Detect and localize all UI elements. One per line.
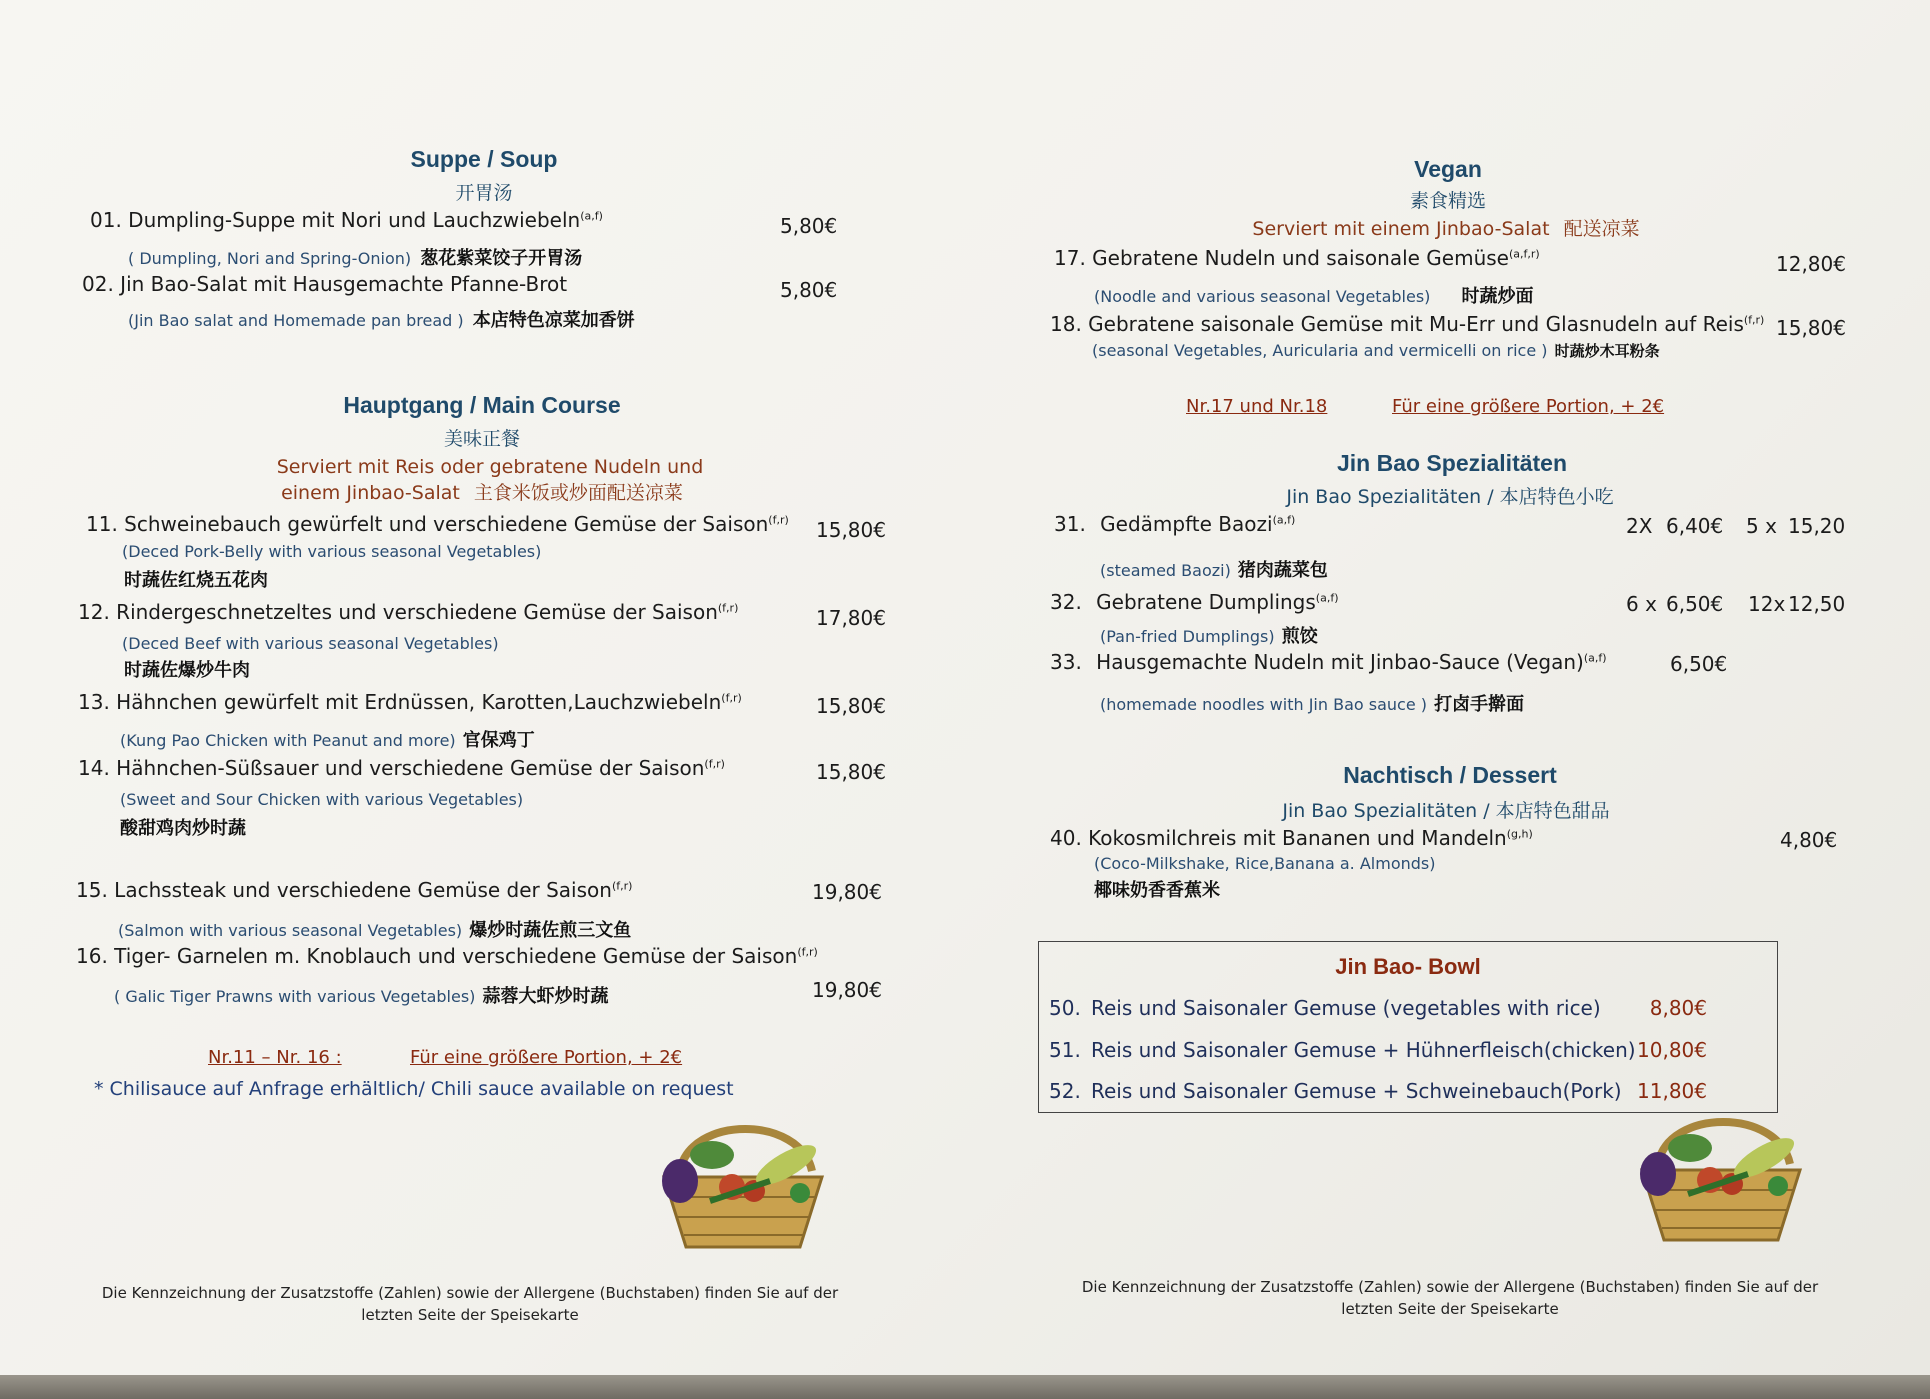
- item-price: 15,80€: [816, 518, 886, 542]
- item-english: (Jin Bao salat and Homemade pan bread ): [128, 311, 464, 330]
- item-allergens: (f,r): [721, 691, 742, 705]
- item-price: 15,80€: [816, 694, 886, 718]
- main-serve-note-line2: [281, 480, 683, 506]
- item-price-1: 6,50€: [1666, 592, 1724, 616]
- menu-item-40: [1050, 826, 1533, 850]
- item-english: (Noodle and various seasonal Vegetables): [1094, 287, 1431, 306]
- item-price: 19,80€: [812, 880, 882, 904]
- item-price: 19,80€: [812, 978, 882, 1002]
- menu-item-17-en: [1094, 282, 1533, 308]
- item-chinese: 打卤手擀面: [1434, 694, 1525, 715]
- item-name: Gebratene saisonale Gemüse mit Mu-Err und Glasnudeln auf Reis: [1088, 312, 1744, 336]
- serve-note-text: einem Jinbao-Salat: [281, 482, 460, 504]
- item-english: ( Galic Tiger Prawns with various Vegetables): [114, 987, 476, 1006]
- portion-note-text: Für eine größere Portion, + 2€: [410, 1047, 683, 1068]
- item-english: (Salmon with various seasonal Vegetables): [118, 921, 463, 940]
- item-english: (Sweet and Sour Chicken with various Vegetables): [120, 790, 524, 809]
- item-name: Hähnchen gewürfelt mit Erdnüssen, Karotten,Lauchzwiebeln: [116, 690, 722, 714]
- item-name: Gedämpfte Baozi: [1100, 512, 1273, 536]
- item-chinese: 时蔬炒木耳粉条: [1554, 342, 1660, 360]
- specialities-subtitle: Jin Bao Spezialitäten / 本店特色小吃: [1286, 486, 1614, 508]
- item-name: Jin Bao-Salat mit Hausgemachte Pfanne-Brot: [120, 272, 568, 296]
- menu-item-01-en: [128, 244, 582, 270]
- item-allergens: (f,r): [768, 513, 789, 527]
- item-number: 13.: [78, 690, 110, 714]
- item-number: 11.: [86, 512, 118, 536]
- item-name: Reis und Saisonaler Gemuse + Schweinebauch(Pork): [1091, 1079, 1622, 1103]
- item-price: 8,80€: [1649, 996, 1707, 1020]
- item-english: (Pan-fried Dumplings): [1100, 627, 1275, 646]
- serve-note-text: Serviert mit einem Jinbao-Salat: [1252, 218, 1550, 240]
- item-qty-2: 5 x: [1746, 514, 1777, 538]
- vegan-portion-text: Für eine größere Portion, + 2€: [1392, 396, 1665, 417]
- item-name: Lachssteak und verschiedene Gemüse der Saison: [114, 878, 612, 902]
- footer-line-2: letzten Seite der Speisekarte: [1341, 1300, 1559, 1318]
- item-chinese: 时蔬佐红烧五花肉: [124, 570, 268, 591]
- item-chinese: 酸甜鸡肉炒时蔬: [120, 818, 246, 839]
- soup-subtitle-zh: 开胃汤: [455, 182, 513, 204]
- dessert-subtitle: Jin Bao Spezialitäten / 本店特色甜品: [1282, 800, 1610, 822]
- item-price: 11,80€: [1637, 1079, 1707, 1103]
- item-name: Dumpling-Suppe mit Nori und Lauchzwiebeln: [128, 208, 581, 232]
- menu-item-16-en: [114, 982, 609, 1008]
- soup-title: Suppe / Soup: [410, 146, 558, 172]
- item-price-1: 6,50€: [1670, 652, 1728, 676]
- item-price: 5,80€: [780, 278, 838, 302]
- menu-item-18-en: [1092, 340, 1660, 361]
- vegetable-basket-icon: [1628, 1108, 1814, 1250]
- item-allergens: (a,f,r): [1509, 247, 1540, 261]
- item-chinese: 爆炒时蔬佐煎三文鱼: [469, 920, 632, 941]
- item-number: 32.: [1050, 590, 1082, 614]
- bowl-item-51: [1049, 1038, 1759, 1068]
- vegan-subtitle-zh: 素食精选: [1409, 190, 1487, 212]
- portion-note-range: Nr.11 – Nr. 16 :: [208, 1047, 342, 1068]
- vegan-portion-range: Nr.17 und Nr.18: [1186, 396, 1328, 417]
- item-qty-1: 6 x: [1626, 592, 1657, 616]
- menu-item-15: [76, 878, 632, 902]
- item-name: Reis und Saisonaler Gemuse + Hühnerfleisch(chicken): [1091, 1038, 1636, 1062]
- item-price: 15,80€: [816, 760, 886, 784]
- menu-item-11: [86, 512, 789, 536]
- item-chinese: 官保鸡丁: [462, 730, 535, 751]
- menu-item-32: [1050, 590, 1339, 614]
- footer-line-1: Die Kennzeichnung der Zusatzstoffe (Zahlen) sowie der Allergene (Buchstaben) finden Sie auf der: [1081, 1278, 1819, 1296]
- item-allergens: (f,r): [717, 601, 739, 615]
- main-course-title: Hauptgang / Main Course: [343, 392, 621, 418]
- item-name: Rindergeschnetzeltes und verschiedene Gemüse der Saison: [116, 600, 718, 624]
- menu-item-33-en: [1100, 690, 1524, 716]
- menu-item-02-en: [128, 306, 635, 332]
- item-english: (Kung Pao Chicken with Peanut and more): [120, 731, 456, 750]
- item-english: (homemade noodles with Jin Bao sauce ): [1100, 695, 1427, 714]
- item-allergens: (a,f): [1583, 651, 1607, 665]
- item-allergens: (g,h): [1506, 827, 1533, 841]
- jin-bao-bowl-box: [1038, 941, 1778, 1113]
- item-chinese: 时蔬炒面: [1461, 286, 1534, 307]
- item-price: 5,80€: [780, 214, 838, 238]
- item-qty-2: 12x: [1748, 592, 1786, 616]
- table-surface: [0, 1375, 1930, 1399]
- vegan-serve-note: [1252, 216, 1639, 242]
- item-english: (Deced Beef with various seasonal Vegetables): [122, 634, 499, 653]
- menu-item-18: [1050, 312, 1764, 336]
- item-number: 15.: [76, 878, 108, 902]
- item-chinese: 葱花紫菜饺子开胃汤: [420, 248, 583, 269]
- item-number: 02.: [82, 272, 114, 296]
- item-number: 31.: [1054, 512, 1086, 536]
- item-number: 33.: [1050, 650, 1082, 674]
- item-english: (seasonal Vegetables, Auricularia and vermicelli on rice ): [1092, 341, 1548, 360]
- bowl-title: Jin Bao- Bowl: [1335, 954, 1481, 979]
- item-chinese: 椰味奶香香蕉米: [1094, 880, 1220, 901]
- item-chinese: 本店特色凉菜加香饼: [472, 310, 635, 331]
- menu-item-13: [78, 690, 742, 714]
- item-number: 50.: [1049, 996, 1081, 1020]
- item-name: Reis und Saisonaler Gemuse (vegetables with rice): [1091, 996, 1601, 1020]
- item-price-2: 12,50: [1788, 592, 1846, 616]
- menu-item-32-en: [1100, 622, 1318, 648]
- item-allergens: (f,r): [797, 945, 818, 959]
- item-english: (Coco-Milkshake, Rice,Banana a. Almonds): [1094, 854, 1436, 873]
- item-number: 52.: [1049, 1079, 1081, 1103]
- menu-item-14: [78, 756, 725, 780]
- serve-note-zh: 配送凉菜: [1563, 218, 1640, 240]
- item-price: 17,80€: [816, 606, 886, 630]
- item-chinese: 蒜蓉大虾炒时蔬: [482, 986, 609, 1007]
- item-name: Hausgemachte Nudeln mit Jinbao-Sauce (Vegan): [1096, 650, 1584, 674]
- item-english: (steamed Baozi): [1100, 561, 1231, 580]
- footer-note-right: [1060, 1276, 1840, 1320]
- menu-item-31-en: [1100, 556, 1328, 582]
- item-name: Gebratene Nudeln und saisonale Gemüse: [1092, 246, 1509, 270]
- bowl-item-50: [1049, 996, 1759, 1026]
- main-serve-note-line1: Serviert mit Reis oder gebratene Nudeln und: [276, 456, 704, 478]
- bowl-item-52: [1049, 1079, 1759, 1109]
- item-price-2: 15,20: [1788, 514, 1846, 538]
- footer-line-2: letzten Seite der Speisekarte: [361, 1306, 579, 1324]
- specialities-title: Jin Bao Spezialitäten: [1336, 450, 1568, 476]
- item-name: Schweinebauch gewürfelt und verschiedene Gemüse der Saison: [124, 512, 769, 536]
- menu-item-16: [76, 944, 818, 968]
- item-qty-1: 2X: [1626, 514, 1653, 538]
- menu-item-15-en: [118, 916, 631, 942]
- menu-item-12: [78, 600, 738, 624]
- item-number: 51.: [1049, 1038, 1081, 1062]
- item-name: Hähnchen-Süßsauer und verschiedene Gemüse der Saison: [116, 756, 705, 780]
- menu-item-33: [1050, 650, 1607, 674]
- vegan-title: Vegan: [1414, 156, 1482, 182]
- item-number: 12.: [78, 600, 110, 624]
- item-allergens: (f,r): [1743, 313, 1765, 327]
- menu-item-17: [1054, 246, 1540, 270]
- item-number: 18.: [1050, 312, 1082, 336]
- item-name: Gebratene Dumplings: [1096, 590, 1316, 614]
- chili-note: * Chilisauce auf Anfrage erhältlich/ Chili sauce available on request: [94, 1078, 734, 1100]
- item-chinese: 猪肉蔬菜包: [1237, 560, 1328, 581]
- item-number: 17.: [1054, 246, 1086, 270]
- footer-line-1: Die Kennzeichnung der Zusatzstoffe (Zahlen) sowie der Allergene (Buchstaben) finden Sie auf der: [101, 1284, 839, 1302]
- item-price-1: 6,40€: [1666, 514, 1724, 538]
- item-allergens: (f,r): [704, 757, 725, 771]
- item-english: ( Dumpling, Nori and Spring-Onion): [128, 249, 412, 268]
- item-name: Tiger- Garnelen m. Knoblauch und verschiedene Gemüse der Saison: [114, 944, 798, 968]
- main-course-subtitle-zh: 美味正餐: [443, 428, 521, 450]
- serve-note-zh: 主食米饭或炒面配送凉菜: [473, 482, 683, 504]
- item-allergens: (a,f): [580, 209, 603, 223]
- item-allergens: (a,f): [1315, 591, 1339, 605]
- item-number: 01.: [90, 208, 122, 232]
- vegetable-basket-icon: [650, 1115, 836, 1257]
- item-price: 10,80€: [1637, 1038, 1707, 1062]
- menu-item-13-en: [120, 726, 535, 752]
- footer-note-left: [60, 1282, 880, 1326]
- item-price: 15,80€: [1776, 316, 1846, 340]
- item-number: 16.: [76, 944, 108, 968]
- item-number: 40.: [1050, 826, 1082, 850]
- item-chinese: 煎饺: [1281, 626, 1318, 647]
- menu-item-01: [90, 208, 603, 232]
- item-english: (Deced Pork-Belly with various seasonal Vegetables): [122, 542, 542, 561]
- item-number: 14.: [78, 756, 110, 780]
- item-price: 12,80€: [1776, 252, 1846, 276]
- item-name: Kokosmilchreis mit Bananen und Mandeln: [1088, 826, 1507, 850]
- menu-item-02: [82, 272, 567, 296]
- menu-item-31: [1054, 512, 1295, 536]
- item-price: 4,80€: [1780, 828, 1838, 852]
- item-allergens: (a,f): [1272, 513, 1296, 527]
- item-chinese: 时蔬佐爆炒牛肉: [124, 660, 250, 681]
- item-allergens: (f,r): [611, 879, 633, 893]
- dessert-title: Nachtisch / Dessert: [1343, 762, 1557, 788]
